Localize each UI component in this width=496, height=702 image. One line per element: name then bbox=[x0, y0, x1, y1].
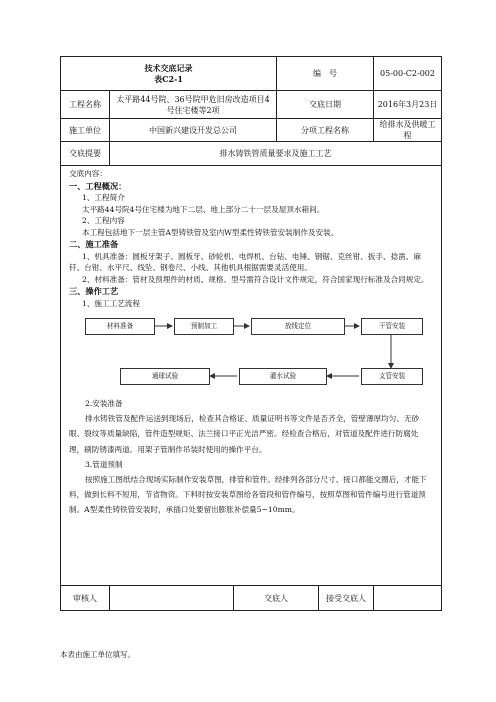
construction-unit-value: 中国新兴建设开发总公司 bbox=[110, 119, 277, 142]
process-flowchart bbox=[69, 311, 433, 393]
technical-disclosure-form bbox=[60, 56, 441, 611]
form-title bbox=[61, 57, 277, 91]
flow-step-water-filling-test: 灌水试验 bbox=[239, 368, 327, 385]
disclosure-date-label: 交底日期 bbox=[277, 91, 374, 119]
record-table bbox=[60, 56, 442, 611]
flow-step-ball-passing-test: 通球试验 bbox=[120, 368, 210, 385]
section2-materials: 2、材料准备：管材及预埋件的材质、规格、型号需符合设计文件规定，符合国家现行标准及合同规定。 bbox=[82, 274, 429, 284]
section3-text2: 排水铸铁管及配件运送到现场后，检查其合格证、质量证明书等文件是否齐全，管壁薄厚均匀、无砂眼、裂纹等质量缺陷，管件造型规矩、法兰接口平正光洁严密。经检查合格后，对管道及配件进行防腐处理，刷防锈漆两道。用架子管制作吊装时使用的操作平台。 bbox=[69, 414, 420, 454]
section3-flow-title: 1、施工工艺流程 bbox=[82, 298, 140, 308]
section1-text2: 本工程包括地下一层主管A型铸铁管及室内W型柔性铸铁管安装制作及安装。 bbox=[82, 227, 339, 237]
flow-step-main-pipe-install: 干管安装 bbox=[361, 318, 423, 335]
flow-step-material-prep: 材料准备 bbox=[85, 318, 155, 335]
subproject-name-label: 分项工程名称 bbox=[277, 119, 374, 142]
section1-item1: 1、工程简介 bbox=[82, 193, 125, 202]
flow-step-layout-positioning: 放线定位 bbox=[251, 318, 345, 335]
section3-item2: 2.安装准备 bbox=[85, 399, 123, 408]
reviewer-signature bbox=[110, 586, 234, 611]
disclosure-content-cell bbox=[61, 166, 442, 586]
summary-value: 排水铸铁管质量要求及施工工艺 bbox=[110, 142, 442, 166]
receiver-signature bbox=[374, 586, 442, 611]
section3-item3: 3.管道预制 bbox=[85, 459, 123, 469]
number-value: 05-00-C2-002 bbox=[374, 57, 442, 91]
section2-tools: 1、机具准备：圆板牙架子、圆板牙、砂轮机、电焊机、台钻、电锤、钢锯、克丝钳、扳手、捻凿、麻钎、台钳、水平尺、线坠、钢卷尺、小线、其他机具根据需要灵活使用。 bbox=[69, 251, 421, 272]
section3-text3: 按照施工图纸结合现场实际制作安装草图，排管和管件。经排列各部分尺寸、接口都能交圈后，才能下料，做到长料不短用，节省物资。下料时按安装草图给各管段和管件编号，按照草图和管件编号进行管道预制。A型柔性铸铁管安装时，承插口处要留出膨胀补偿量5~10mm。 bbox=[69, 474, 427, 515]
flow-step-prefabrication: 预制加工 bbox=[174, 318, 234, 335]
construction-unit-label: 施工单位 bbox=[61, 119, 110, 142]
footnote: 本表由施工单位填写。 bbox=[60, 650, 135, 659]
form-title-line1: 技术交底记录 bbox=[144, 62, 193, 73]
form-title-line2: 表C2-1 bbox=[154, 73, 183, 84]
subproject-name-value: 给排水及供暖工程 bbox=[374, 119, 442, 142]
section1-item2: 2、工程内容 bbox=[82, 216, 125, 225]
receiver-label: 接受交底人 bbox=[319, 586, 374, 611]
project-name-value: 太平路44号院、36号院甲危旧房改造项目4号住宅楼等2项 bbox=[110, 91, 277, 119]
number-label: 编 号 bbox=[277, 57, 374, 91]
disclosure-content bbox=[61, 166, 441, 585]
content-intro: 交底内容： bbox=[69, 169, 107, 178]
project-name-label: 工程名称 bbox=[61, 91, 110, 119]
reviewer-label: 审核人 bbox=[61, 586, 110, 611]
section1-heading: 一、工程概况： bbox=[69, 180, 127, 191]
disclosure-date-value: 2016年3月23日 bbox=[374, 91, 442, 119]
presenter-label: 交底人 bbox=[234, 586, 319, 611]
flow-step-branch-pipe-install: 支管安装 bbox=[361, 368, 423, 385]
summary-label: 交底提要 bbox=[61, 142, 110, 166]
section1-text1: 太平路44号院4号住宅楼为地下二层、地上部分二十一层及屋顶水箱间。 bbox=[82, 204, 325, 214]
section2-heading: 二、施工准备 bbox=[69, 239, 119, 249]
section3-heading: 三、操作工艺 bbox=[69, 286, 119, 296]
